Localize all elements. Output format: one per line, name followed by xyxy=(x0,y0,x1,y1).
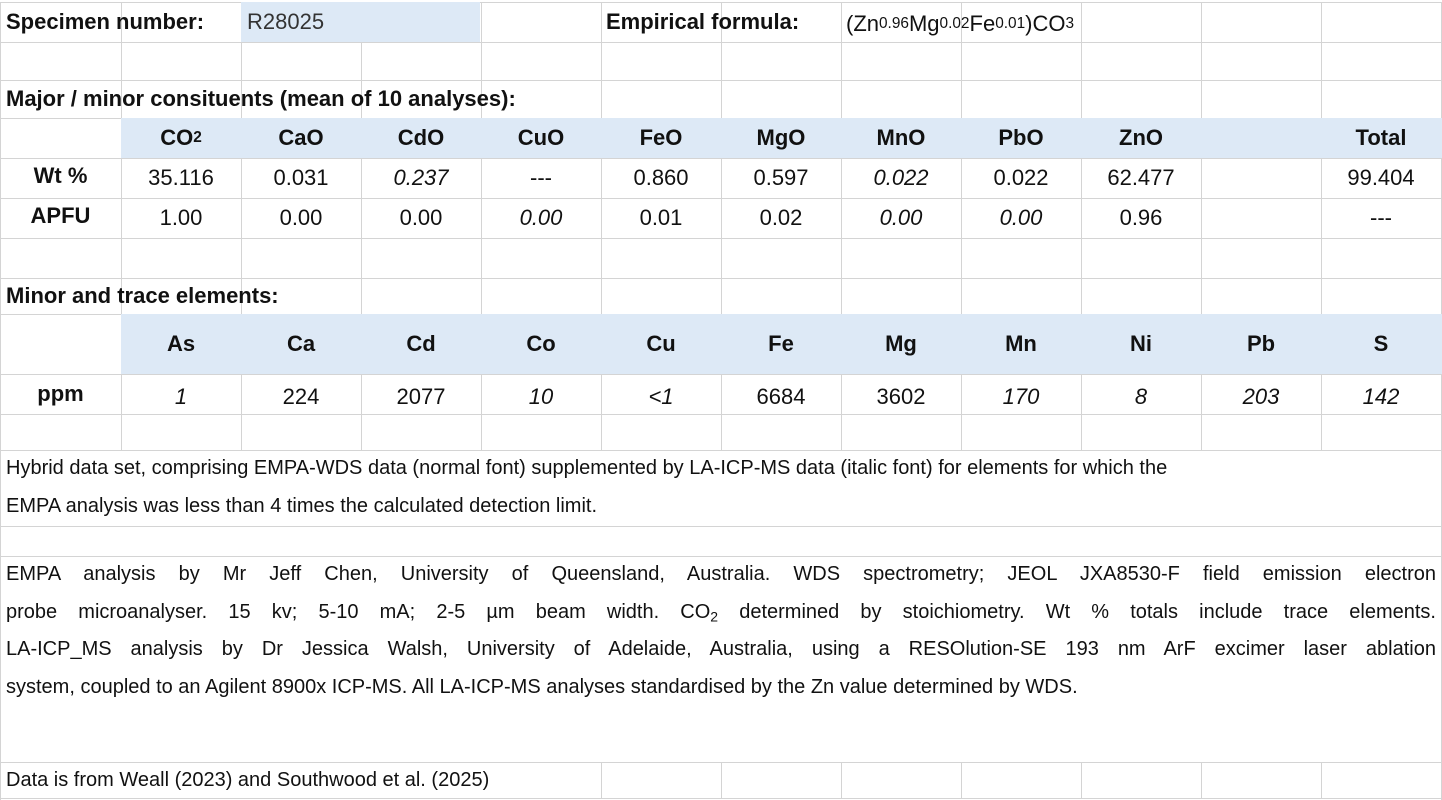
trace-cell: 142 xyxy=(1362,384,1400,409)
major-row-label: Wt % xyxy=(33,163,88,188)
major-cell: 0.860 xyxy=(633,165,689,190)
hybrid-note-line: Hybrid data set, comprising EMPA-WDS data (normal font) supplemented by LA-ICP-MS data (italic font) for elements for which the xyxy=(6,457,1168,479)
trace-col-header: Fe xyxy=(768,331,794,356)
analysis-note xyxy=(6,556,1436,707)
major-cell: 0.02 xyxy=(759,205,803,230)
major-col-header: CuO xyxy=(517,125,565,150)
major-cell: 0.031 xyxy=(273,165,329,190)
trace-cell: 2077 xyxy=(396,384,446,409)
major-cell: 0.00 xyxy=(879,205,923,230)
major-col-header: PbO xyxy=(998,125,1044,150)
trace-cell: 1 xyxy=(174,384,188,409)
major-row-label: APFU xyxy=(30,203,91,228)
major-col-header: FeO xyxy=(639,125,683,150)
specimen-label: Specimen number: xyxy=(6,9,205,34)
source-note: Data is from Weall (2023) and Southwood et al. (2025) xyxy=(6,769,490,791)
major-cell: 0.022 xyxy=(993,165,1049,190)
trace-col-header: Ca xyxy=(286,331,316,356)
major-col-header: CdO xyxy=(397,125,445,150)
trace-col-header: Mg xyxy=(885,331,917,356)
trace-col-header: Ni xyxy=(1130,331,1152,356)
major-cell: --- xyxy=(530,165,552,190)
trace-col-header: As xyxy=(166,331,196,356)
trace-cell: 170 xyxy=(1002,384,1040,409)
major-col-header: CO 2 xyxy=(160,125,202,150)
trace-cell: 8 xyxy=(1134,384,1148,409)
major-cell: 0.01 xyxy=(639,205,683,230)
major-cell: 62.477 xyxy=(1107,165,1175,190)
trace-col-header: Co xyxy=(526,331,556,356)
major-cell: 0.00 xyxy=(999,205,1043,230)
major-col-header: CaO xyxy=(278,125,324,150)
trace-cell: 10 xyxy=(528,384,554,409)
trace-col-header: Pb xyxy=(1246,331,1276,356)
grid-hline xyxy=(0,526,1442,527)
trace-cell: <1 xyxy=(648,384,674,409)
trace-col-header: Mn xyxy=(1005,331,1037,356)
trace-cell: 6684 xyxy=(756,384,806,409)
analysis-note-line: LA-ICP_MS analysis by Dr Jessica Walsh, University of Adelaide, Australia, using a RESOlution-SE 193 nm ArF excimer laser ablation xyxy=(6,638,1436,661)
major-cell: 0.00 xyxy=(519,205,563,230)
trace-heading: Minor and trace elements: xyxy=(6,283,279,308)
trace-col-header: S xyxy=(1373,331,1389,356)
major-col-header xyxy=(1201,118,1321,158)
specimen-value[interactable]: R28025 xyxy=(247,9,325,34)
major-cell: 0.00 xyxy=(279,205,323,230)
formula-label: Empirical formula: xyxy=(606,9,800,34)
major-cell: 1.00 xyxy=(159,205,203,230)
major-col-header: ZnO xyxy=(1119,125,1163,150)
analysis-note-line: EMPA analysis by Mr Jeff Chen, University of Queensland, Australia. WDS spectrometry; JEOL JXA8530-F field emission electron xyxy=(6,563,1436,585)
major-cell: 0.237 xyxy=(393,165,449,190)
major-cell: 0.022 xyxy=(873,165,929,190)
major-cell: --- xyxy=(1370,205,1392,230)
trace-cell: 3602 xyxy=(876,384,926,409)
analysis-note-line: probe microanalyser. 15 kv; 5-10 mA; 2-5 µm beam width. $CO_2$ determined by stoichiometry. Wt % totals include trace elements. xyxy=(6,600,1436,625)
major-cell: 0.00 xyxy=(399,205,443,230)
major-cell xyxy=(1201,158,1321,198)
trace-col-header: Cu xyxy=(646,331,676,356)
major-col-header: MnO xyxy=(876,125,926,150)
major-col-header: Total xyxy=(1355,125,1407,150)
major-cell: 0.597 xyxy=(753,165,809,190)
hybrid-note-line: EMPA analysis was less than 4 times the calculated detection limit. xyxy=(6,494,598,517)
major-heading: Major / minor consituents (mean of 10 analyses): xyxy=(6,86,516,111)
grid-vline xyxy=(0,450,1,800)
major-cell: 99.404 xyxy=(1347,165,1415,190)
major-cell xyxy=(1201,198,1321,238)
trace-cell: 203 xyxy=(1242,384,1280,409)
empirical-formula: (Zn 0.96 Mg 0.02 Fe 0.01 )CO 3 xyxy=(846,11,1075,36)
analysis-note-line: system, coupled to an Agilent 8900x ICP-MS. All LA-ICP-MS analyses standardised by the Zn value determined by WDS. xyxy=(6,676,1078,699)
major-cell: 35.116 xyxy=(148,165,214,190)
major-col-header: MgO xyxy=(756,125,806,150)
hybrid-note xyxy=(6,450,1436,525)
trace-cell: 224 xyxy=(282,384,320,409)
trace-col-header: Cd xyxy=(406,331,436,356)
major-cell: 0.96 xyxy=(1119,205,1163,230)
trace-row-label: ppm xyxy=(37,381,84,406)
